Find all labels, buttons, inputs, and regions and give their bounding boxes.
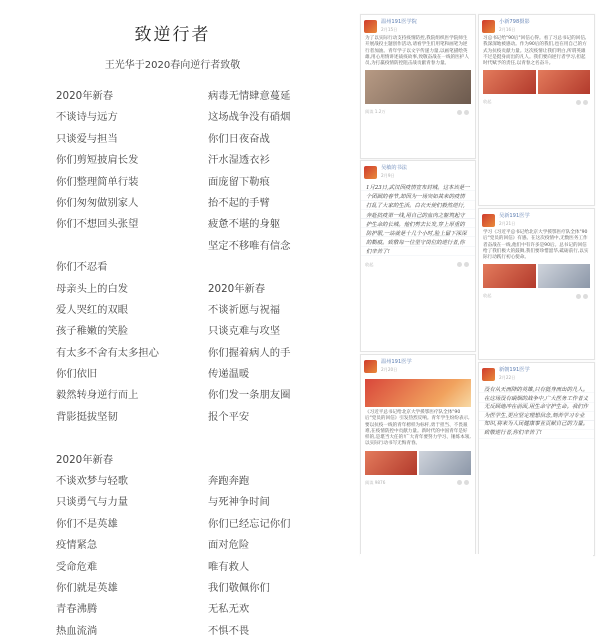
poem-line: 你们依旧 xyxy=(56,368,98,381)
account-avatar xyxy=(482,20,495,33)
post-photo[interactable] xyxy=(365,451,417,475)
post-card[interactable] xyxy=(478,362,595,556)
account-name[interactable]: 吴敏的书法 xyxy=(381,165,407,171)
account-avatar xyxy=(364,360,377,373)
post-photo[interactable] xyxy=(538,70,591,94)
account-name[interactable]: 温州191医学 xyxy=(381,359,412,365)
stanza-gap xyxy=(56,428,206,449)
poem-line: 传递温暖 xyxy=(208,368,250,381)
handwritten-text: 没有从天而降的英雄,只有挺身而出的凡人。在这场没有硝烟的战争中,广大医务工作者义无反顾地冲在前面,用生命守护生命。我们作为医学生,更应坚定理想信念,刻苦学习专业知识,将来为人民健康事业贡献自己的力量。致敬逆行者,你们辛苦了! xyxy=(479,384,594,440)
post-card[interactable] xyxy=(478,208,595,360)
comment-icon[interactable] xyxy=(583,100,588,105)
post-footer[interactable]: 收起 xyxy=(365,261,374,267)
like-icon[interactable] xyxy=(457,262,462,267)
comment-icon[interactable] xyxy=(464,110,469,115)
poem-line: 你们发一条朋友圈 xyxy=(208,389,291,402)
account-avatar xyxy=(364,166,377,179)
account-avatar xyxy=(482,214,495,227)
like-icon[interactable] xyxy=(457,480,462,485)
post-card[interactable] xyxy=(360,160,476,352)
comment-icon[interactable] xyxy=(464,262,469,267)
like-icon[interactable] xyxy=(576,294,581,299)
poem-line: 奔跑奔跑 xyxy=(208,475,250,488)
poem-line: 唯有救人 xyxy=(208,560,250,573)
post-photo-row xyxy=(479,264,594,288)
poem-title: 致逆行者 xyxy=(134,25,211,45)
handwritten-text: 1月23日,武汉因疫情宣布封城。这本该是一个团圆的春节,却因为一场突如其来的疫情打乱了大家的生活。白衣天使们毅然逆行,奔赴抗疫第一线,用自己的血肉之躯筑起守护生命的长城。他们剪去长发,穿上厚重的防护服,一站就是十几个小时,脸上留下深深的勒痕。致敬每一位坚守岗位的逆行者,你们辛苦了! xyxy=(361,182,475,260)
poem-line: 疫情紧急 xyxy=(56,539,98,552)
poem-line: 你们握着病人的手 xyxy=(208,346,291,359)
poem-line: 2020年新春 xyxy=(208,282,266,295)
post-photo[interactable] xyxy=(365,70,471,104)
poem-line: 背影挺拔坚韧 xyxy=(56,410,118,423)
poem-line: 不谈祈愿与祝福 xyxy=(208,303,281,316)
poem-line: 只谈勇气与力量 xyxy=(56,496,129,509)
post-time: 2月20日 xyxy=(381,367,398,372)
post-time: 2月16日 xyxy=(499,27,516,32)
account-name[interactable]: 吴新191医学 xyxy=(499,213,530,219)
comment-icon[interactable] xyxy=(464,480,469,485)
account-name[interactable]: 新朝191医学 xyxy=(499,367,530,373)
poem-line: 2020年新春 xyxy=(56,453,114,466)
account-avatar xyxy=(482,368,495,381)
poem-line: 只谈克难与攻坚 xyxy=(208,325,281,338)
post-photo-row xyxy=(361,451,475,475)
poem-subtitle: 王光华于2020春向逆行者致敬 xyxy=(104,60,241,71)
poem-line: 不谈欢梦与轻歌 xyxy=(56,475,129,488)
stanza-gap xyxy=(208,428,358,449)
poem-line: 母亲头上的白发 xyxy=(56,282,129,295)
poem-line: 与死神争时间 xyxy=(208,496,270,509)
post-card-partial xyxy=(360,554,593,562)
account-name[interactable]: 小新798摄影 xyxy=(499,19,530,25)
poem-line: 报个平安 xyxy=(208,410,250,423)
account-avatar xyxy=(364,20,377,33)
post-footer: 阅读 9876 xyxy=(365,479,386,485)
poem-line: 你们不是英雄 xyxy=(56,517,118,530)
post-text: 为了以实际行动支持疫情防控,我院组织医学院师生开展战役主题创作活动,请看学生们用笔和画笔为逆行者加油。青年学子以文字传递力量,以画笔描绘英雄,用心用情讲述战疫故事,致敬奋战在一线的医护人员,为打赢疫情防控阻击战贡献青春力量。 xyxy=(365,36,469,67)
poem-line: 你们匆匆做别家人 xyxy=(56,196,139,209)
post-photo-row xyxy=(479,70,594,94)
poem-line: 你们剪短披肩长发 xyxy=(56,154,139,167)
poem-line: 你们不忍看 xyxy=(56,261,108,274)
post-time: 2月22日 xyxy=(499,375,516,380)
poem-line: 你们不想回头张望 xyxy=(56,218,139,231)
poem-line: 面庞留下勒痕 xyxy=(208,175,270,188)
poem-line: 2020年新春 xyxy=(56,90,114,102)
post-time: 2月15日 xyxy=(381,27,398,32)
poem-line: 爱人哭红的双眼 xyxy=(56,303,129,316)
like-icon[interactable] xyxy=(457,110,462,115)
post-photo[interactable] xyxy=(419,451,471,475)
poem-line: 毅然转身逆行而上 xyxy=(56,389,139,402)
post-photo[interactable] xyxy=(483,264,536,288)
poem-line: 你们整理简单行装 xyxy=(56,175,139,188)
poem-line: 热血流淌 xyxy=(56,624,98,637)
account-name[interactable]: 温州191医学院 xyxy=(381,19,417,25)
post-text: 《习近平总书记给北京大学援鄂医疗队全体"90后"党员的回信》引发热烈反响。青年学生纷纷表示,要以抗疫一线的青年榜样为标杆,勇于担当、不畏艰难,在疫情防控中贡献力量。新时代的中国青年是好样的,是堪当大任的!广大青年要努力学习、锤炼本领,以实际行动书写无悔青春。 xyxy=(365,410,471,447)
post-footer: 阅读 1.2万 xyxy=(365,109,386,115)
post-text: 习总书记给"90后"回信心得。看了习总书记的回信,我深深地被感动。作为90后的我们,也在用自己的方式为抗疫贡献力量。这次疫情让我们明白,所谓英雄不过是挺身而出的凡人。我们要向逆行者学习,担起时代赋予的责任,以青春之名奋斗。 xyxy=(483,36,587,67)
post-time: 2月21日 xyxy=(499,221,516,226)
post-footer[interactable]: 收起 xyxy=(483,293,492,299)
post-card[interactable] xyxy=(360,14,476,159)
poem-line: 有太多不舍有太多担心 xyxy=(56,346,159,359)
poem-line: 你们已经忘记你们 xyxy=(208,517,291,530)
post-card[interactable] xyxy=(478,14,595,206)
poem-line: 不惧不畏 xyxy=(208,624,250,637)
post-time: 2月9日 xyxy=(381,173,395,178)
poem-line: 这场战争没有硝烟 xyxy=(208,111,291,124)
poem-line: 只谈爱与担当 xyxy=(56,132,118,145)
stanza-gap xyxy=(56,236,206,257)
post-text: 学习《习近平总书记给北京大学援鄂医疗队全体"90后"党员的回信》有感。在这次疫情中,无数医务工作者奋战在一线,他们中有许多是90后。总书记的回信给了我们极大的鼓舞,我们要珍惜韶华,砥砺前行,以实际行动践行初心使命。 xyxy=(483,230,589,261)
poem-line: 我们敬佩你们 xyxy=(208,581,270,594)
poem-line: 抬不起的手臂 xyxy=(208,196,270,209)
comment-icon[interactable] xyxy=(583,294,588,299)
poem-line: 病毒无情肆意蔓延 xyxy=(208,90,291,102)
poem-line: 不谈诗与远方 xyxy=(56,111,118,124)
post-footer[interactable]: 收起 xyxy=(483,99,492,105)
post-photo[interactable] xyxy=(365,379,471,407)
poem-line: 无私无欢 xyxy=(208,603,250,616)
post-photo[interactable] xyxy=(538,264,591,288)
post-card[interactable] xyxy=(360,354,476,556)
poem-line: 疲惫不堪的身躯 xyxy=(208,218,281,231)
poem-line: 孩子稚嫩的笑脸 xyxy=(56,325,129,338)
poem-line: 面对危险 xyxy=(208,539,250,552)
poem-right-column xyxy=(208,86,358,642)
poem-line: 你们就是英雄 xyxy=(56,581,118,594)
poem-line: 坚定不移唯有信念 xyxy=(208,239,291,252)
poem-line: 受命危难 xyxy=(56,560,98,573)
poem-left-column xyxy=(56,86,206,642)
post-photo[interactable] xyxy=(483,70,536,94)
poem-line: 你们日夜奋战 xyxy=(208,132,270,145)
poem-line: 汗水湿透衣衫 xyxy=(208,154,270,167)
poem-line: 青春沸腾 xyxy=(56,603,98,616)
stanza-gap xyxy=(208,257,358,278)
like-icon[interactable] xyxy=(576,100,581,105)
stanza-gap xyxy=(208,450,358,471)
